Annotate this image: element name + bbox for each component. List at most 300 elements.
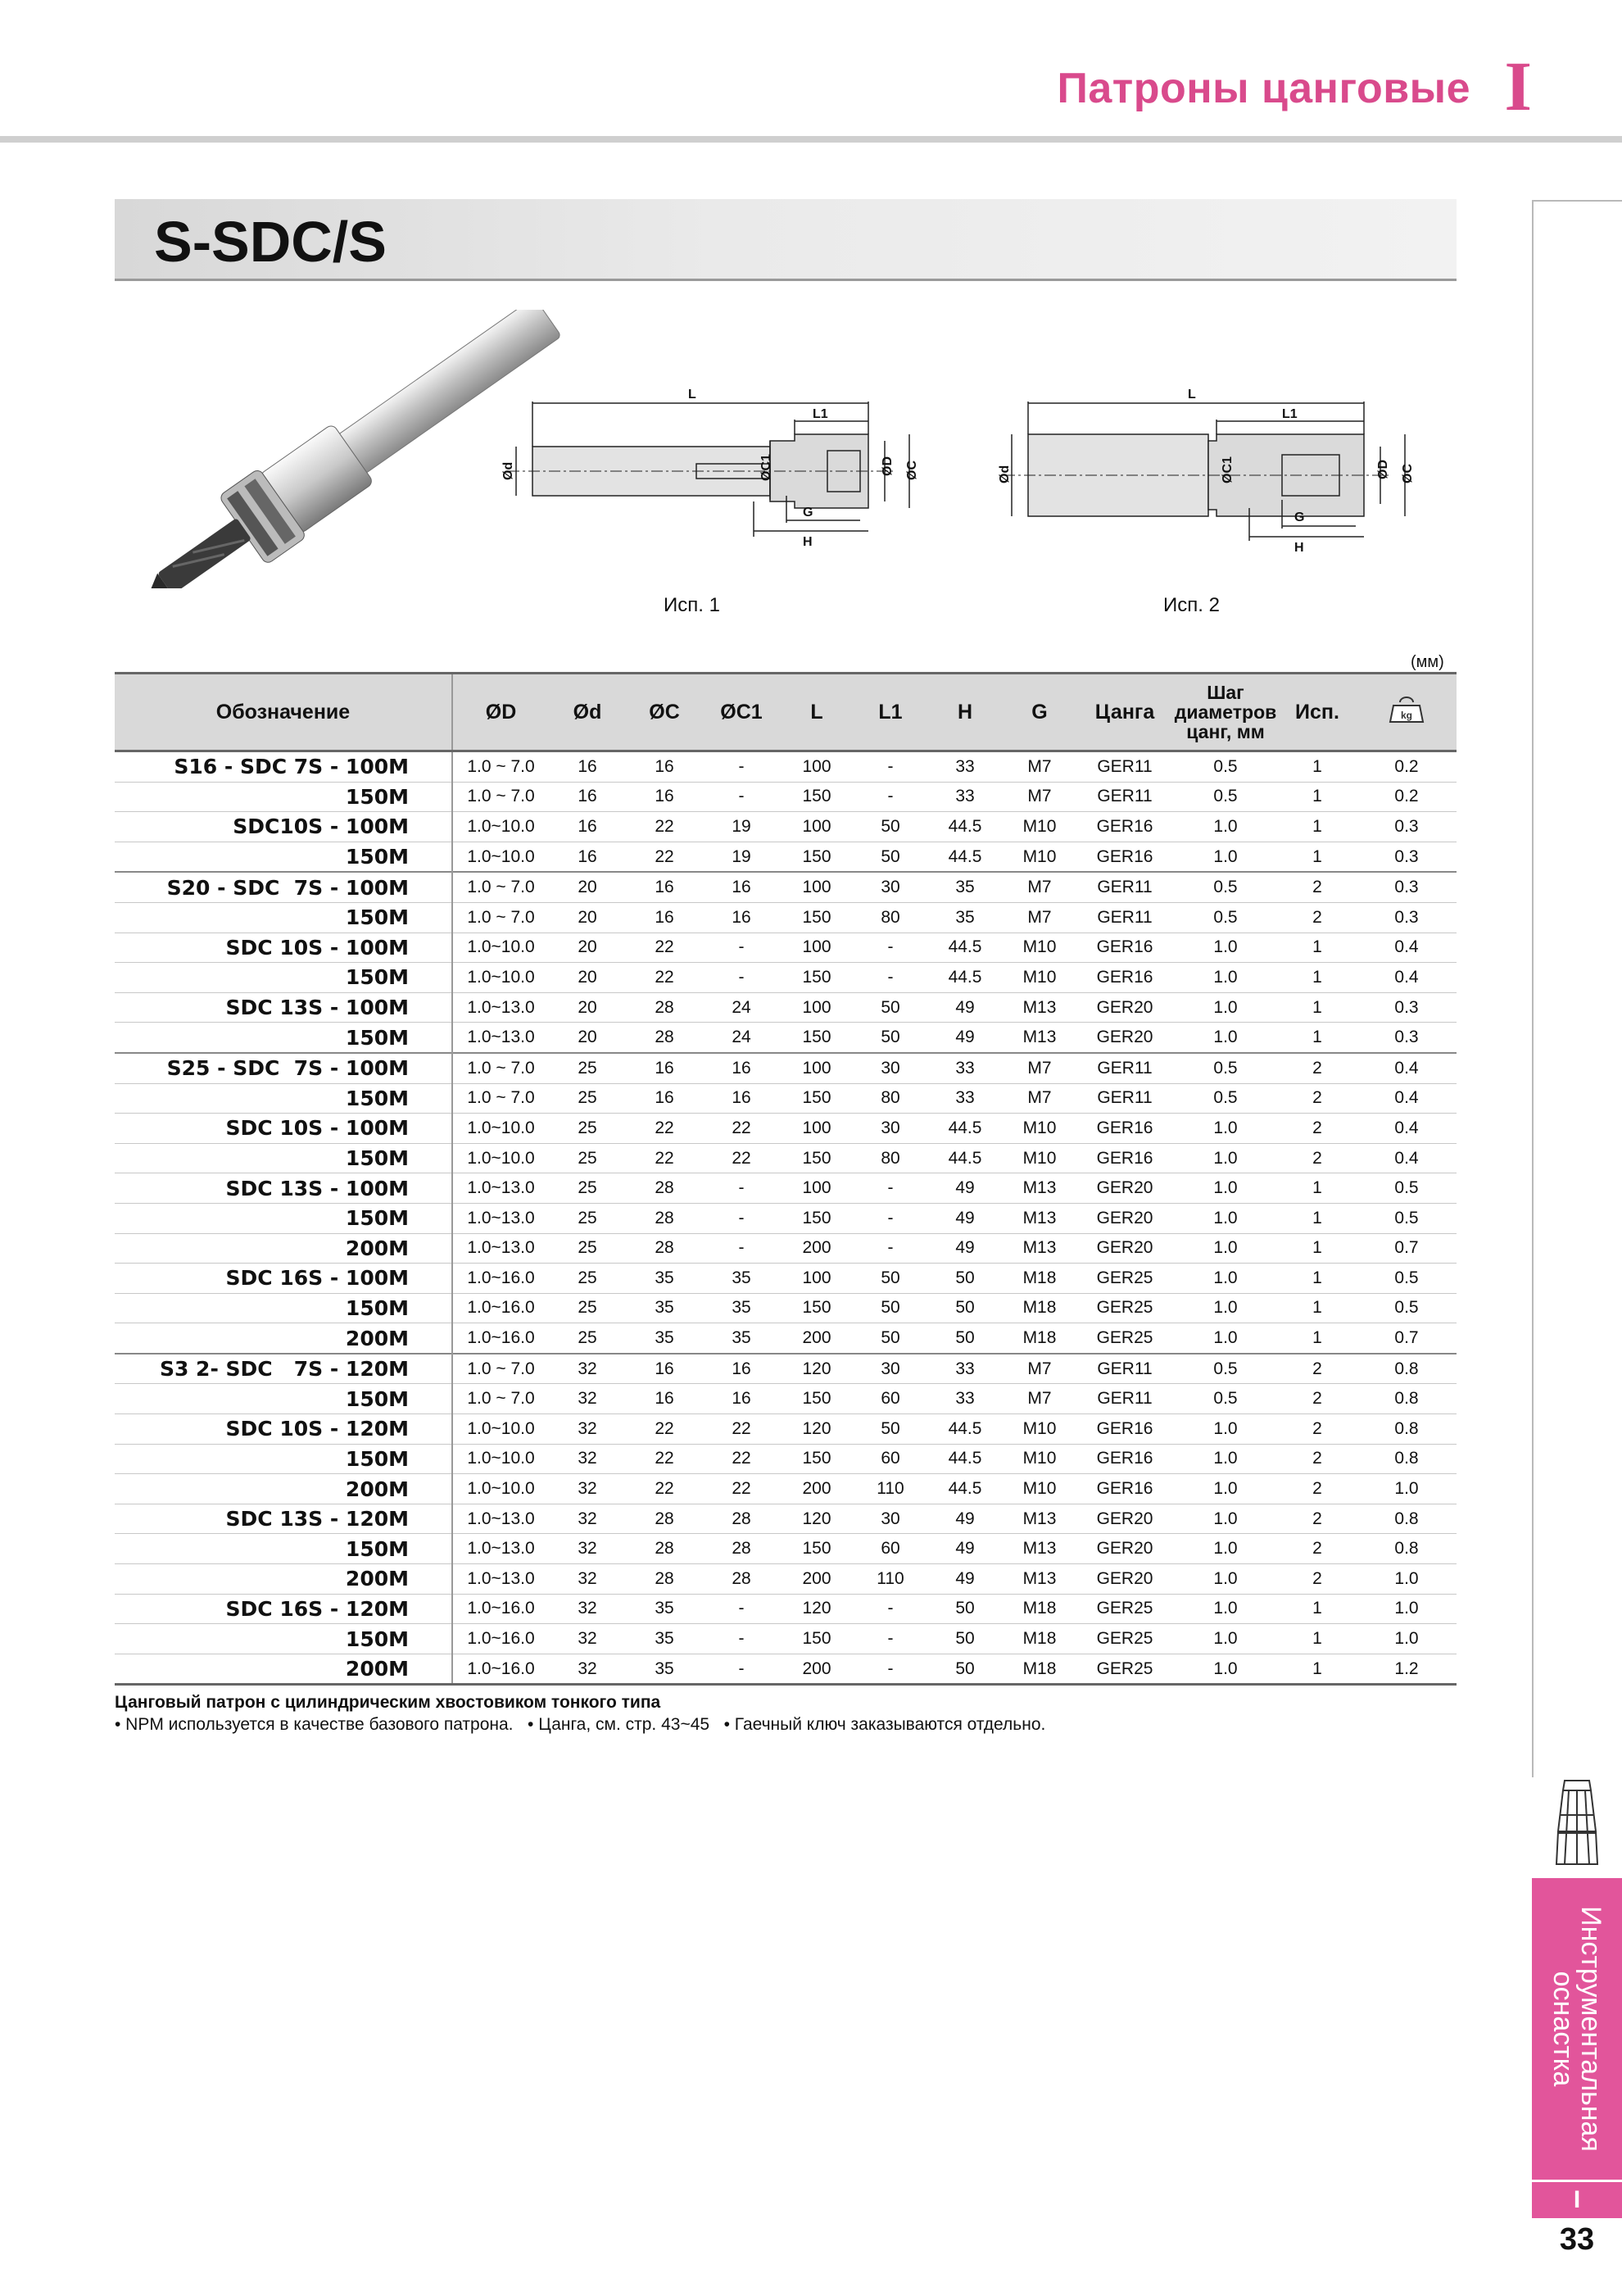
cell-c: 28 xyxy=(626,1173,703,1204)
cell-h: 44.5 xyxy=(927,842,1003,872)
cell-d: 1.0~13.0 xyxy=(452,992,549,1023)
cell-c1: - xyxy=(703,1203,780,1233)
cell-l: 150 xyxy=(780,782,854,812)
cell-collet: GER11 xyxy=(1076,782,1173,812)
cell-weight: 0.8 xyxy=(1357,1534,1457,1564)
chapter-roman-numeral: I xyxy=(1504,47,1532,125)
cell-c1: - xyxy=(703,932,780,963)
cell-c: 16 xyxy=(626,902,703,932)
cell-d: 32 xyxy=(549,1504,626,1534)
cell-designation: SDC 10S - 100M xyxy=(115,1114,452,1144)
cell-l: 150 xyxy=(780,1083,854,1114)
col-header-C: ØC xyxy=(626,674,703,751)
cell-step: 1.0 xyxy=(1173,1143,1278,1173)
cell-c1: 22 xyxy=(703,1114,780,1144)
table-row xyxy=(115,1114,1457,1144)
cell-g: M7 xyxy=(1003,782,1076,812)
cell-c: 28 xyxy=(626,1233,703,1264)
cell-type: 1 xyxy=(1278,1293,1357,1323)
cell-weight: 1.2 xyxy=(1357,1654,1457,1685)
cell-c1: - xyxy=(703,1173,780,1204)
cell-type: 2 xyxy=(1278,1444,1357,1474)
cell-d: 16 xyxy=(549,751,626,783)
cell-c1: 24 xyxy=(703,992,780,1023)
cell-g: M10 xyxy=(1003,1143,1076,1173)
cell-d: 20 xyxy=(549,992,626,1023)
cell-l: 100 xyxy=(780,872,854,902)
cell-d: 25 xyxy=(549,1293,626,1323)
cell-collet: GER25 xyxy=(1076,1264,1173,1294)
cell-l1: 30 xyxy=(854,1114,927,1144)
cell-h: 44.5 xyxy=(927,963,1003,993)
cell-step: 0.5 xyxy=(1173,751,1278,783)
cell-weight: 0.4 xyxy=(1357,1143,1457,1173)
cell-c: 28 xyxy=(626,1504,703,1534)
cell-c: 16 xyxy=(626,751,703,783)
table-row xyxy=(115,902,1457,932)
cell-designation: 150M xyxy=(115,963,452,993)
unit-note: (мм) xyxy=(1411,653,1444,671)
cell-type: 1 xyxy=(1278,1264,1357,1294)
cell-c: 16 xyxy=(626,782,703,812)
cell-collet: GER11 xyxy=(1076,751,1173,783)
svg-text:kg: kg xyxy=(1400,710,1413,722)
page-header-title: Патроны цанговые xyxy=(1057,65,1470,112)
table-row xyxy=(115,1384,1457,1414)
cell-step: 1.0 xyxy=(1173,1264,1278,1294)
cell-type: 1 xyxy=(1278,1594,1357,1624)
cell-designation: 150M xyxy=(115,1534,452,1564)
col-header-G: G xyxy=(1003,674,1076,751)
cell-l: 120 xyxy=(780,1354,854,1384)
cell-weight: 0.7 xyxy=(1357,1233,1457,1264)
cell-g: M7 xyxy=(1003,902,1076,932)
cell-weight: 0.3 xyxy=(1357,872,1457,902)
cell-d: 20 xyxy=(549,872,626,902)
cell-g: M13 xyxy=(1003,1023,1076,1053)
svg-text:Ød: Ød xyxy=(998,465,1012,483)
cell-d: 20 xyxy=(549,1023,626,1053)
cell-type: 2 xyxy=(1278,1114,1357,1144)
cell-d: 32 xyxy=(549,1414,626,1445)
cell-c1: 19 xyxy=(703,812,780,842)
cell-step: 1.0 xyxy=(1173,1504,1278,1534)
cell-l: 100 xyxy=(780,1114,854,1144)
cell-d: 1.0~13.0 xyxy=(452,1173,549,1204)
cell-weight: 1.0 xyxy=(1357,1564,1457,1595)
cell-l: 100 xyxy=(780,1053,854,1083)
cell-weight: 0.3 xyxy=(1357,902,1457,932)
cell-collet: GER20 xyxy=(1076,1203,1173,1233)
cell-h: 33 xyxy=(927,782,1003,812)
cell-collet: GER11 xyxy=(1076,1354,1173,1384)
cell-h: 49 xyxy=(927,1233,1003,1264)
table-row xyxy=(115,1264,1457,1294)
cell-type: 2 xyxy=(1278,1354,1357,1384)
cell-step: 1.0 xyxy=(1173,1414,1278,1445)
cell-l1: 50 xyxy=(854,1293,927,1323)
cell-step: 1.0 xyxy=(1173,1564,1278,1595)
cell-h: 44.5 xyxy=(927,1414,1003,1445)
cell-h: 44.5 xyxy=(927,1143,1003,1173)
table-row xyxy=(115,1414,1457,1445)
cell-d: 1.0~10.0 xyxy=(452,1143,549,1173)
cell-c1: 16 xyxy=(703,1083,780,1114)
cell-c: 16 xyxy=(626,1053,703,1083)
cell-collet: GER11 xyxy=(1076,902,1173,932)
cell-l1: - xyxy=(854,963,927,993)
cell-step: 1.0 xyxy=(1173,963,1278,993)
cell-type: 2 xyxy=(1278,902,1357,932)
cell-designation: SDC 10S - 100M xyxy=(115,932,452,963)
col-header-L1: L1 xyxy=(854,674,927,751)
cell-collet: GER25 xyxy=(1076,1293,1173,1323)
cell-weight: 0.4 xyxy=(1357,963,1457,993)
cell-h: 50 xyxy=(927,1624,1003,1654)
side-column-line xyxy=(1532,200,1534,1777)
cell-step: 1.0 xyxy=(1173,1534,1278,1564)
cell-collet: GER16 xyxy=(1076,812,1173,842)
cell-designation: 200M xyxy=(115,1233,452,1264)
cell-c1: 16 xyxy=(703,902,780,932)
cell-c1: - xyxy=(703,963,780,993)
cell-d: 1.0~16.0 xyxy=(452,1654,549,1685)
cell-weight: 1.0 xyxy=(1357,1594,1457,1624)
table-row xyxy=(115,842,1457,872)
cell-d: 1.0~10.0 xyxy=(452,812,549,842)
cell-d: 25 xyxy=(549,1233,626,1264)
cell-c: 28 xyxy=(626,1203,703,1233)
table-header-row xyxy=(115,674,1457,751)
cell-collet: GER25 xyxy=(1076,1323,1173,1354)
cell-c1: 19 xyxy=(703,842,780,872)
table-row xyxy=(115,1053,1457,1083)
cell-d: 16 xyxy=(549,812,626,842)
col-header-weight xyxy=(1357,674,1457,751)
cell-g: M18 xyxy=(1003,1323,1076,1354)
cell-c1: - xyxy=(703,782,780,812)
cell-step: 1.0 xyxy=(1173,1293,1278,1323)
cell-step: 0.5 xyxy=(1173,1083,1278,1114)
cell-c1: 22 xyxy=(703,1444,780,1474)
cell-collet: GER16 xyxy=(1076,932,1173,963)
cell-weight: 0.3 xyxy=(1357,992,1457,1023)
cell-designation: 150M xyxy=(115,1023,452,1053)
cell-d: 1.0~13.0 xyxy=(452,1023,549,1053)
cell-g: M7 xyxy=(1003,1083,1076,1114)
cell-c1: - xyxy=(703,1624,780,1654)
table-row xyxy=(115,963,1457,993)
cell-designation: S20 - SDC 7S - 100M xyxy=(115,872,452,902)
table-row xyxy=(115,1083,1457,1114)
svg-text:ØC: ØC xyxy=(1401,464,1415,483)
cell-d: 25 xyxy=(549,1143,626,1173)
cell-d: 1.0~10.0 xyxy=(452,963,549,993)
cell-weight: 0.3 xyxy=(1357,842,1457,872)
cell-l: 200 xyxy=(780,1564,854,1595)
cell-h: 44.5 xyxy=(927,1114,1003,1144)
cell-g: M10 xyxy=(1003,932,1076,963)
cell-d: 1.0~10.0 xyxy=(452,1114,549,1144)
cell-l: 200 xyxy=(780,1323,854,1354)
cell-collet: GER16 xyxy=(1076,842,1173,872)
cell-step: 0.5 xyxy=(1173,872,1278,902)
col-header-step: Шаг диаметров цанг, мм xyxy=(1173,674,1278,751)
cell-type: 1 xyxy=(1278,751,1357,783)
cell-l1: 30 xyxy=(854,1504,927,1534)
cell-step: 1.0 xyxy=(1173,1444,1278,1474)
cell-d: 1.0~10.0 xyxy=(452,1414,549,1445)
cell-step: 1.0 xyxy=(1173,1173,1278,1204)
cell-h: 49 xyxy=(927,1203,1003,1233)
cell-h: 35 xyxy=(927,902,1003,932)
cell-designation: 200M xyxy=(115,1564,452,1595)
svg-text:ØD: ØD xyxy=(881,456,895,476)
cell-d: 32 xyxy=(549,1354,626,1384)
cell-c: 35 xyxy=(626,1264,703,1294)
dimension-drawing-2 xyxy=(979,385,1421,565)
cell-designation: 150M xyxy=(115,1083,452,1114)
svg-text:H: H xyxy=(803,535,813,549)
cell-d: 16 xyxy=(549,842,626,872)
weight-icon xyxy=(1389,696,1425,724)
cell-l: 100 xyxy=(780,812,854,842)
cell-l: 150 xyxy=(780,1624,854,1654)
svg-text:L1: L1 xyxy=(1282,407,1298,421)
cell-designation: 200M xyxy=(115,1323,452,1354)
cell-l1: 50 xyxy=(854,1414,927,1445)
cell-d: 32 xyxy=(549,1564,626,1595)
cell-c: 22 xyxy=(626,812,703,842)
cell-g: M18 xyxy=(1003,1594,1076,1624)
cell-type: 1 xyxy=(1278,1624,1357,1654)
cell-h: 33 xyxy=(927,1354,1003,1384)
cell-h: 44.5 xyxy=(927,932,1003,963)
cell-c1: 16 xyxy=(703,1384,780,1414)
table-row xyxy=(115,1203,1457,1233)
spec-table-body xyxy=(115,751,1457,1685)
cell-d: 32 xyxy=(549,1444,626,1474)
cell-designation: 150M xyxy=(115,1444,452,1474)
cell-collet: GER11 xyxy=(1076,1053,1173,1083)
cell-c1: 24 xyxy=(703,1023,780,1053)
cell-g: M13 xyxy=(1003,1173,1076,1204)
cell-type: 1 xyxy=(1278,932,1357,963)
cell-step: 1.0 xyxy=(1173,992,1278,1023)
cell-designation: SDC 13S - 100M xyxy=(115,1173,452,1204)
figure-caption-1: Исп. 1 xyxy=(664,594,720,616)
cell-type: 1 xyxy=(1278,1323,1357,1354)
cell-c: 22 xyxy=(626,1414,703,1445)
cell-type: 1 xyxy=(1278,1654,1357,1685)
svg-text:Ød: Ød xyxy=(501,461,515,480)
table-row xyxy=(115,782,1457,812)
cell-g: M13 xyxy=(1003,1233,1076,1264)
cell-l1: - xyxy=(854,751,927,783)
cell-l1: 50 xyxy=(854,812,927,842)
cell-l1: - xyxy=(854,932,927,963)
cell-c1: - xyxy=(703,751,780,783)
cell-type: 2 xyxy=(1278,1384,1357,1414)
cell-l1: - xyxy=(854,1173,927,1204)
cell-collet: GER11 xyxy=(1076,1083,1173,1114)
header-rule xyxy=(0,136,1622,143)
cell-d: 1.0~10.0 xyxy=(452,1474,549,1504)
cell-c: 16 xyxy=(626,1083,703,1114)
cell-l1: - xyxy=(854,1594,927,1624)
cell-designation: SDC 16S - 120M xyxy=(115,1594,452,1624)
table-row xyxy=(115,872,1457,902)
cell-d: 1.0 ~ 7.0 xyxy=(452,1083,549,1114)
cell-d: 1.0 ~ 7.0 xyxy=(452,1354,549,1384)
cell-type: 2 xyxy=(1278,1474,1357,1504)
side-tab-label-wrap xyxy=(1532,1878,1622,2180)
cell-d: 25 xyxy=(549,1114,626,1144)
table-row xyxy=(115,1594,1457,1624)
cell-l: 200 xyxy=(780,1654,854,1685)
cell-d: 16 xyxy=(549,782,626,812)
svg-text:G: G xyxy=(803,506,813,520)
cell-g: M13 xyxy=(1003,1203,1076,1233)
table-row xyxy=(115,1534,1457,1564)
cell-d: 25 xyxy=(549,1323,626,1354)
cell-l: 150 xyxy=(780,1143,854,1173)
cell-l1: 50 xyxy=(854,992,927,1023)
cell-d: 20 xyxy=(549,963,626,993)
cell-d: 32 xyxy=(549,1534,626,1564)
section-title: S-SDC/S xyxy=(154,210,387,274)
side-tab-label: Инструментальная оснастка xyxy=(1547,1906,1606,2152)
cell-step: 0.5 xyxy=(1173,782,1278,812)
cell-designation: SDC 10S - 120M xyxy=(115,1414,452,1445)
cell-designation: 150M xyxy=(115,1293,452,1323)
cell-l1: - xyxy=(854,1203,927,1233)
svg-text:ØC: ØC xyxy=(905,461,919,480)
cell-collet: GER20 xyxy=(1076,1504,1173,1534)
cell-type: 2 xyxy=(1278,1053,1357,1083)
cell-l: 200 xyxy=(780,1474,854,1504)
cell-weight: 0.8 xyxy=(1357,1354,1457,1384)
cell-h: 49 xyxy=(927,1534,1003,1564)
cell-h: 33 xyxy=(927,1384,1003,1414)
cell-d: 1.0~13.0 xyxy=(452,1504,549,1534)
cell-step: 1.0 xyxy=(1173,1023,1278,1053)
cell-weight: 0.8 xyxy=(1357,1444,1457,1474)
cell-c: 28 xyxy=(626,1023,703,1053)
cell-l1: 30 xyxy=(854,1053,927,1083)
cell-collet: GER20 xyxy=(1076,1023,1173,1053)
cell-c: 16 xyxy=(626,1384,703,1414)
cell-weight: 0.2 xyxy=(1357,782,1457,812)
cell-collet: GER16 xyxy=(1076,963,1173,993)
cell-step: 1.0 xyxy=(1173,932,1278,963)
table-row xyxy=(115,1233,1457,1264)
cell-g: M10 xyxy=(1003,842,1076,872)
cell-l1: 60 xyxy=(854,1444,927,1474)
cell-d: 32 xyxy=(549,1594,626,1624)
cell-d: 1.0~16.0 xyxy=(452,1594,549,1624)
cell-type: 1 xyxy=(1278,812,1357,842)
cell-designation: SDC10S - 100M xyxy=(115,812,452,842)
cell-h: 49 xyxy=(927,992,1003,1023)
cell-d: 25 xyxy=(549,1083,626,1114)
cell-d: 1.0 ~ 7.0 xyxy=(452,902,549,932)
cell-collet: GER20 xyxy=(1076,1173,1173,1204)
cell-l1: 50 xyxy=(854,1323,927,1354)
cell-d: 1.0 ~ 7.0 xyxy=(452,1053,549,1083)
cell-type: 2 xyxy=(1278,1414,1357,1445)
cell-h: 33 xyxy=(927,1083,1003,1114)
cell-weight: 0.4 xyxy=(1357,932,1457,963)
cell-designation: 150M xyxy=(115,1143,452,1173)
cell-d: 25 xyxy=(549,1053,626,1083)
cell-h: 44.5 xyxy=(927,1444,1003,1474)
cell-weight: 0.3 xyxy=(1357,1023,1457,1053)
cell-g: M13 xyxy=(1003,1564,1076,1595)
table-row xyxy=(115,1444,1457,1474)
cell-l1: 110 xyxy=(854,1474,927,1504)
cell-l: 150 xyxy=(780,842,854,872)
cell-collet: GER11 xyxy=(1076,1384,1173,1414)
cell-l1: - xyxy=(854,1654,927,1685)
svg-text:H: H xyxy=(1294,541,1304,555)
section-banner xyxy=(115,199,1457,281)
cell-c: 22 xyxy=(626,932,703,963)
cell-l: 100 xyxy=(780,932,854,963)
cell-d: 1.0 ~ 7.0 xyxy=(452,751,549,783)
cell-l: 120 xyxy=(780,1414,854,1445)
cell-weight: 1.0 xyxy=(1357,1624,1457,1654)
cell-step: 1.0 xyxy=(1173,812,1278,842)
cell-l: 150 xyxy=(780,1444,854,1474)
cell-collet: GER16 xyxy=(1076,1114,1173,1144)
table-row xyxy=(115,1023,1457,1053)
cell-c: 28 xyxy=(626,1534,703,1564)
cell-c: 35 xyxy=(626,1624,703,1654)
cell-c1: 16 xyxy=(703,1053,780,1083)
cell-d: 32 xyxy=(549,1384,626,1414)
svg-text:ØC1: ØC1 xyxy=(759,454,773,481)
cell-g: M13 xyxy=(1003,1534,1076,1564)
table-row xyxy=(115,1624,1457,1654)
cell-c: 35 xyxy=(626,1323,703,1354)
cell-g: M7 xyxy=(1003,1053,1076,1083)
svg-text:ØC1: ØC1 xyxy=(1221,456,1235,483)
cell-type: 2 xyxy=(1278,1534,1357,1564)
cell-h: 50 xyxy=(927,1594,1003,1624)
cell-l: 100 xyxy=(780,751,854,783)
table-row xyxy=(115,1173,1457,1204)
cell-c1: - xyxy=(703,1654,780,1685)
cell-collet: GER16 xyxy=(1076,1474,1173,1504)
cell-c: 28 xyxy=(626,1564,703,1595)
cell-d: 32 xyxy=(549,1654,626,1685)
cell-c: 22 xyxy=(626,1444,703,1474)
table-row xyxy=(115,1654,1457,1685)
cell-designation: 150M xyxy=(115,782,452,812)
cell-h: 33 xyxy=(927,751,1003,783)
cell-step: 0.5 xyxy=(1173,902,1278,932)
cell-c1: - xyxy=(703,1594,780,1624)
cell-weight: 0.8 xyxy=(1357,1414,1457,1445)
cell-l1: 80 xyxy=(854,1083,927,1114)
cell-l: 150 xyxy=(780,902,854,932)
cell-collet: GER20 xyxy=(1076,992,1173,1023)
cell-designation: 200M xyxy=(115,1474,452,1504)
cell-l1: 50 xyxy=(854,1264,927,1294)
svg-text:L: L xyxy=(1188,388,1196,402)
table-row xyxy=(115,1293,1457,1323)
